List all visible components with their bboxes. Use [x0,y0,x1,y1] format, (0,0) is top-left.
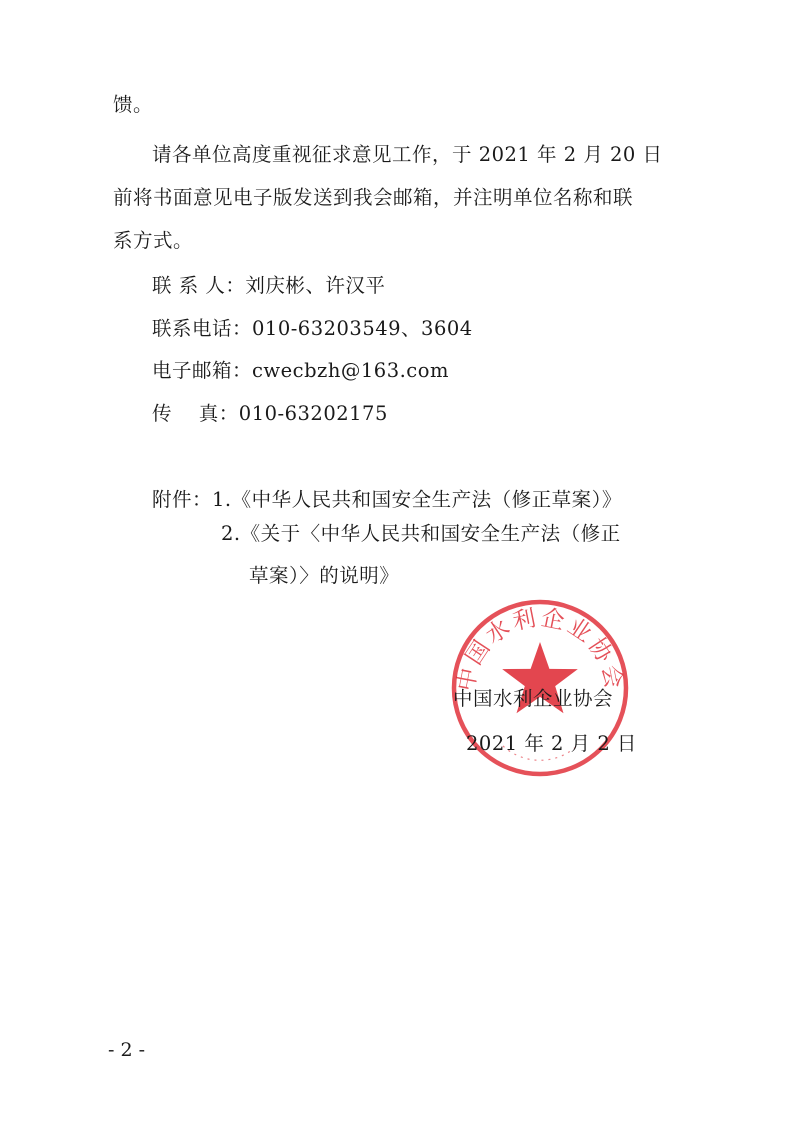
signature-date: 2021 年 2 月 2 日 [466,732,637,755]
contact-person: 联 系 人：刘庆彬、许汉平 [152,274,386,297]
signature-organization: 中国水利企业协会 [453,687,614,710]
contact-email: 电子邮箱：cwecbzh@163.com [152,359,449,382]
attachment-1: 附件：1.《中华人民共和国安全生产法（修正草案）》 [152,488,622,511]
attachment-2-line-1: 2.《关于〈中华人民共和国安全生产法（修正 [221,522,621,545]
body-line-3: 前将书面意见电子版发送到我会邮箱，并注明单位名称和联 [113,186,634,209]
page-number: - 2 - [108,1039,146,1061]
contact-fax: 传 真：010-63202175 [152,402,388,425]
body-line-4: 系方式。 [113,229,194,252]
attachment-2-line-2: 草案）〉的说明》 [249,564,400,587]
contact-phone: 联系电话：010-63203549、3604 [152,317,473,340]
seal-text: 中国水利企业协会 [453,604,627,694]
body-line-2: 请各单位高度重视征求意见工作，于 2021 年 2 月 20 日 [152,143,663,166]
body-line-1: 馈。 [113,93,154,116]
